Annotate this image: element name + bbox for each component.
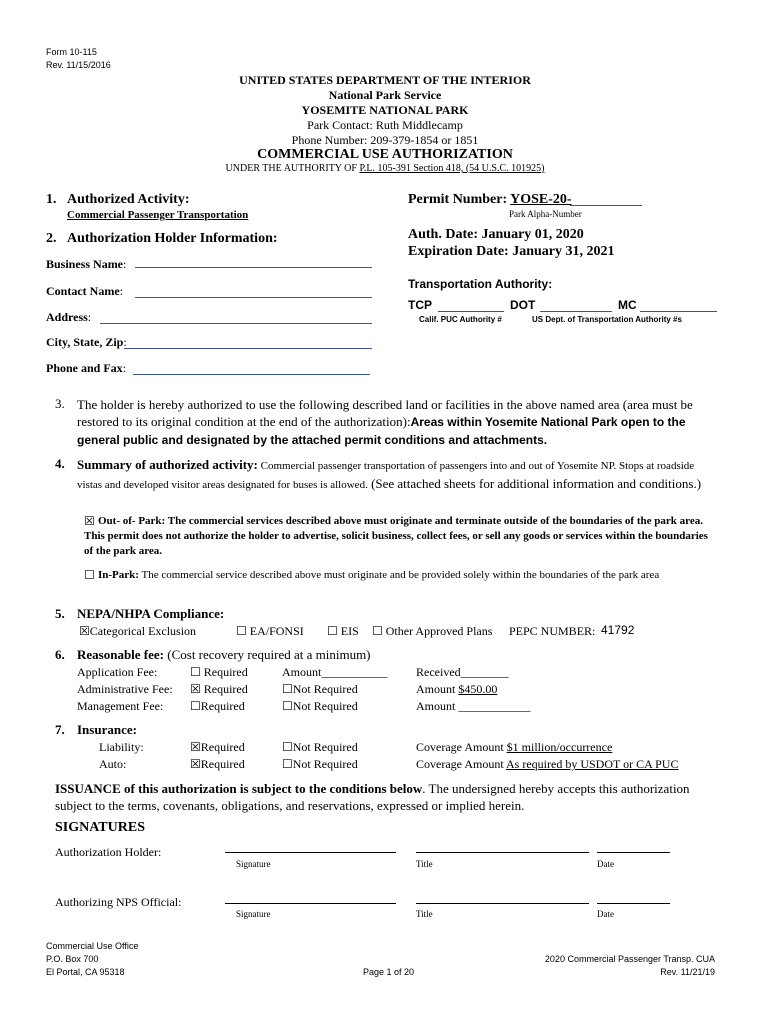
business-name-label: Business Name:	[46, 257, 127, 271]
usdot-label: US Dept. of Transportation Authority #s	[532, 315, 682, 324]
signature-caption: Signature	[236, 859, 271, 869]
contact-name-field[interactable]	[135, 297, 372, 298]
holder-date-field[interactable]	[597, 852, 670, 853]
in-park-checkbox[interactable]: ☐	[84, 568, 95, 582]
footer-pobox: P.O. Box 700	[46, 954, 99, 964]
section1-label: Authorized Activity:	[67, 192, 190, 207]
fee-required-checkbox[interactable]: ☐ Required	[190, 665, 248, 679]
signature-caption: Signature	[236, 909, 271, 919]
permit-number: Permit Number: YOSE-20-	[408, 192, 572, 207]
section3-number: 3.	[55, 396, 65, 411]
mc-field[interactable]	[640, 311, 717, 312]
section5-number: 5.	[55, 606, 65, 621]
fee-required-checkbox[interactable]: ☒ Required	[190, 682, 248, 696]
section6-number: 6.	[55, 647, 65, 662]
phone-fax-label: Phone and Fax:	[46, 361, 127, 375]
authority-link[interactable]: P.L. 105-391 Section 418, (54 U.S.C. 101925)	[359, 163, 545, 174]
city-state-zip-field[interactable]	[124, 348, 372, 349]
fee-not-required-checkbox[interactable]: ☐Not Required	[282, 682, 358, 696]
footer-city: El Portal, CA 95318	[46, 967, 125, 977]
pepc-number: 41792	[601, 623, 635, 637]
fee-amount: Amount $450.00	[416, 682, 498, 696]
coverage-amount: Coverage Amount $1 million/occurrence	[416, 740, 613, 754]
official-date-field[interactable]	[597, 903, 670, 904]
authorization-holder-label: Authorization Holder:	[55, 845, 162, 859]
park-contact: Park Contact: Ruth Middlecamp	[307, 118, 463, 132]
official-signature-field[interactable]	[225, 903, 396, 904]
official-title-field[interactable]	[416, 903, 589, 904]
section6-heading: Reasonable fee: (Cost recovery required at a minimum)	[77, 647, 371, 662]
footer-office: Commercial Use Office	[46, 941, 139, 951]
holder-title-field[interactable]	[416, 852, 589, 853]
insurance-name: Auto:	[99, 757, 127, 771]
section4-number: 4.	[55, 456, 65, 471]
out-of-park-text: Out- of- Park: The commercial services described above must originate and terminate outside of the boundaries of the park area. This permit does not authorize the holder to advertise, solicit business, collect fees, or sell any goods or services within the boundaries of the park area.	[84, 515, 708, 557]
section3-text: The holder is hereby authorized to use the following described land or facilities in the above named area (area must be restored to its original condition at the end of the authorization):Areas within Yosemite National Park open to the general public and designated by the attached permit conditions and attachments.	[77, 397, 693, 447]
other-plans-checkbox[interactable]: ☐ Other Approved Plans	[372, 624, 493, 638]
section4-text: Summary of authorized activity: Commercial passenger transportation of passengers into and out of Yosemite NP. Stops at roadside vistas and developed visitor areas designated for buses is allowed. (See attached sheets for additional information and conditions.)	[77, 457, 702, 491]
footer-document-name: 2020 Commercial Passenger Transp. CUA	[544, 954, 715, 964]
department-heading: UNITED STATES DEPARTMENT OF THE INTERIOR	[239, 73, 531, 87]
contact-name-label: Contact Name:	[46, 284, 123, 298]
mc-label: MC	[618, 298, 637, 312]
business-name-field[interactable]	[135, 267, 372, 268]
insurance-not-required-checkbox[interactable]: ☐Not Required	[282, 757, 358, 771]
calif-puc-label: Calif. PUC Authority #	[419, 315, 502, 324]
ea-fonsi-checkbox[interactable]: ☐ EA/FONSI	[236, 624, 304, 638]
address-field[interactable]	[100, 323, 372, 324]
pepc-label: PEPC NUMBER:	[509, 624, 596, 638]
park-phone: Phone Number: 209-379-1854 or 1851	[291, 133, 479, 147]
insurance-not-required-checkbox[interactable]: ☐Not Required	[282, 740, 358, 754]
fee-name: Administrative Fee:	[77, 682, 173, 696]
eis-checkbox[interactable]: ☐ EIS	[327, 624, 359, 638]
fee-name: Management Fee:	[77, 699, 164, 713]
permit-sub-label: Park Alpha-Number	[509, 209, 582, 219]
address-label: Address:	[46, 310, 92, 324]
issuance-text: ISSUANCE of this authorization is subject to the conditions below. The undersigned hereby accepts this authorization subject to the terms, covenants, obligations, and reservations, expressed or implied herein.	[55, 781, 690, 813]
authority-line: UNDER THE AUTHORITY OF P.L. 105-391 Section 418, (54 U.S.C. 101925)	[225, 163, 545, 174]
expiration-date: Expiration Date: January 31, 2021	[408, 244, 615, 259]
permit-number-value[interactable]: YOSE-20-	[510, 192, 572, 207]
coverage-amount: Coverage Amount As required by USDOT or CA PUC	[416, 757, 679, 771]
section5-label: NEPA/NHPA Compliance:	[77, 606, 225, 621]
categorical-exclusion-checkbox[interactable]: ☒Categorical Exclusion	[79, 624, 197, 638]
section1-number: 1.	[46, 192, 57, 207]
signatures-title: SIGNATURES	[55, 820, 145, 835]
section2-label: Authorization Holder Information:	[67, 231, 278, 246]
footer-revision: Rev. 11/21/19	[660, 967, 715, 977]
auth-date: Auth. Date: January 01, 2020	[408, 227, 584, 242]
fee-not-required-checkbox[interactable]: ☐Not Required	[282, 699, 358, 713]
dot-label: DOT	[510, 298, 536, 312]
insurance-name: Liability:	[99, 740, 144, 754]
dot-field[interactable]	[540, 311, 612, 312]
fee-required-checkbox[interactable]: ☐Required	[190, 699, 245, 713]
authorized-activity-value: Commercial Passenger Transportation	[67, 209, 249, 221]
out-of-park-checkbox[interactable]: ☒	[84, 514, 95, 528]
title-caption: Title	[416, 909, 433, 919]
fee-amount: Amount___________	[282, 665, 388, 679]
authorizing-official-label: Authorizing NPS Official:	[55, 895, 182, 909]
fee-name: Application Fee:	[77, 665, 158, 679]
park-heading: YOSEMITE NATIONAL PARK	[301, 103, 469, 117]
date-caption: Date	[597, 909, 614, 919]
phone-fax-field[interactable]	[133, 374, 370, 375]
title-caption: Title	[416, 859, 433, 869]
form-revision: Rev. 11/15/2016	[46, 60, 111, 70]
section7-number: 7.	[55, 722, 65, 737]
service-heading: National Park Service	[328, 88, 442, 102]
tcp-field[interactable]	[438, 311, 504, 312]
fee-amount: Amount ____________	[416, 699, 531, 713]
tcp-label: TCP	[408, 298, 432, 312]
insurance-required-checkbox[interactable]: ☒Required	[190, 757, 245, 771]
in-park-text: In-Park: The commercial service described above must originate and be provided solely within the boundaries of the park area	[98, 569, 660, 581]
fee-received: Received________	[416, 665, 509, 679]
section2-number: 2.	[46, 231, 57, 246]
date-caption: Date	[597, 859, 614, 869]
transportation-authority-title: Transportation Authority:	[408, 277, 553, 291]
section7-label: Insurance:	[77, 722, 137, 737]
form-number: Form 10-115	[46, 47, 97, 57]
page-title: COMMERCIAL USE AUTHORIZATION	[257, 147, 513, 162]
city-state-zip-label: City, State, Zip:	[46, 335, 127, 349]
holder-signature-field[interactable]	[225, 852, 396, 853]
page-number: Page 1 of 20	[363, 967, 415, 977]
insurance-required-checkbox[interactable]: ☒Required	[190, 740, 245, 754]
